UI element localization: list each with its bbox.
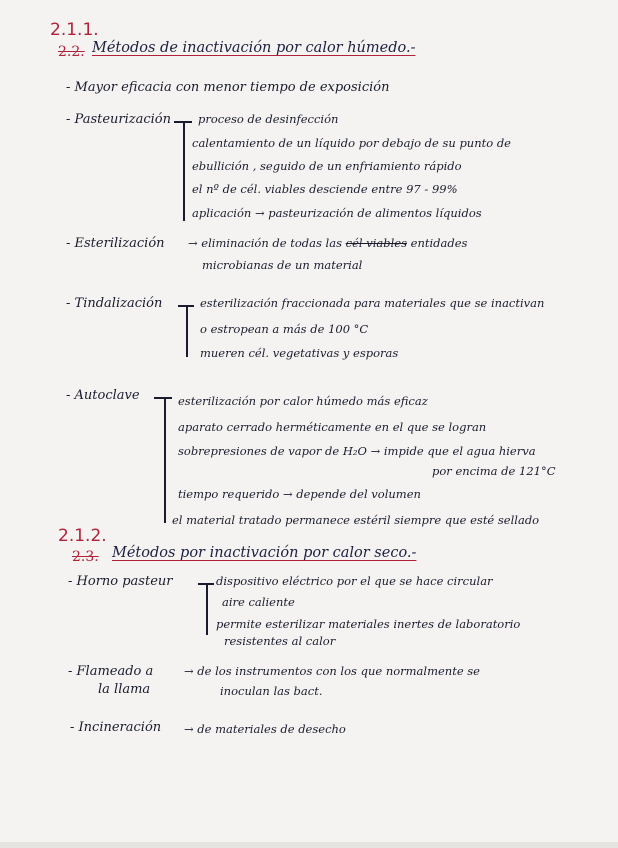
- bracket-top: [154, 397, 172, 399]
- autoclave-line-1: esterilización por calor húmedo más eficaz: [178, 394, 428, 408]
- autoclave-line-2: aparato cerrado herméticamente en el que se logran: [178, 420, 487, 434]
- horno-line-3: permite esterilizar materiales inertes de laboratorio: [216, 617, 521, 631]
- label-esterilizacion: - Esterilización: [66, 236, 165, 251]
- label-autoclave: - Autoclave: [66, 388, 140, 403]
- flameado-line-2: inoculan las bact.: [220, 684, 323, 698]
- esterilizacion-line-1-pre: → eliminación de todas las: [188, 236, 342, 250]
- section-number-1: 2.1.1.: [50, 20, 99, 40]
- section-title-2: Métodos por inactivación por calor seco.-: [112, 545, 417, 561]
- esterilizacion-line-1-post: entidades: [410, 236, 468, 250]
- incineracion-line: → de materiales de desecho: [184, 722, 346, 736]
- autoclave-line-3: sobrepresiones de vapor de H₂O → impide que el agua hierva: [178, 444, 536, 458]
- horno-line-4: resistentes al calor: [224, 634, 336, 648]
- label-incineracion: - Incineración: [70, 720, 162, 735]
- flameado-line-1: → de los instrumentos con los que normalmente se: [184, 664, 480, 678]
- section-title-1: Métodos de inactivación por calor húmedo.-: [92, 40, 416, 56]
- horno-line-1: dispositivo eléctrico por el que se hace circular: [216, 574, 493, 588]
- pasteurizacion-line-1: proceso de desinfección: [198, 112, 339, 126]
- tindalizacion-line-1: esterilización fraccionada para materiales que se inactivan: [200, 296, 545, 310]
- autoclave-line-6: el material tratado permanece estéril siempre que esté sellado: [172, 513, 540, 527]
- esterilizacion-line-2: microbianas de un material: [202, 258, 363, 272]
- esterilizacion-line-1: [188, 236, 467, 250]
- section-number-2: 2.1.2.: [58, 526, 107, 546]
- tindalizacion-line-3: mueren cél. vegetativas y esporas: [200, 346, 399, 360]
- autoclave-line-5: tiempo requerido → depende del volumen: [178, 487, 421, 501]
- label-tindalizacion: - Tindalización: [66, 296, 163, 311]
- label-pasteurizacion: - Pasteurización: [66, 112, 172, 127]
- pasteurizacion-line-4: el nº de cél. viables desciende entre 97 - 99%: [192, 182, 458, 196]
- autoclave-line-4: por encima de 121°C: [432, 464, 556, 478]
- label-flameado-2: la llama: [98, 682, 151, 697]
- note-mayor-eficacia: - Mayor eficacia con menor tiempo de exposición: [66, 80, 390, 95]
- pasteurizacion-line-3: ebullición , seguido de un enfriamiento rápido: [192, 159, 462, 173]
- bracket-tindalizacion: [186, 305, 188, 357]
- old-section-number-2: 2.3.: [72, 549, 99, 565]
- tindalizacion-line-2: o estropean a más de 100 °C: [200, 322, 369, 336]
- pasteurizacion-line-5: aplicación → pasteurización de alimentos líquidos: [192, 206, 482, 220]
- bracket-horno: [206, 583, 208, 635]
- page-bottom-edge: [0, 842, 618, 848]
- label-horno-pasteur: - Horno pasteur: [68, 574, 173, 589]
- old-section-number-1: 2.2.: [58, 44, 85, 60]
- esterilizacion-struck-text: cél viables: [345, 236, 407, 250]
- horno-line-2: aire caliente: [222, 595, 295, 609]
- pasteurizacion-line-2: calentamiento de un líquido por debajo de su punto de: [192, 136, 511, 150]
- bracket-autoclave: [164, 397, 166, 523]
- label-flameado-1: - Flameado a: [68, 664, 154, 679]
- bracket-pasteurizacion: [183, 121, 185, 221]
